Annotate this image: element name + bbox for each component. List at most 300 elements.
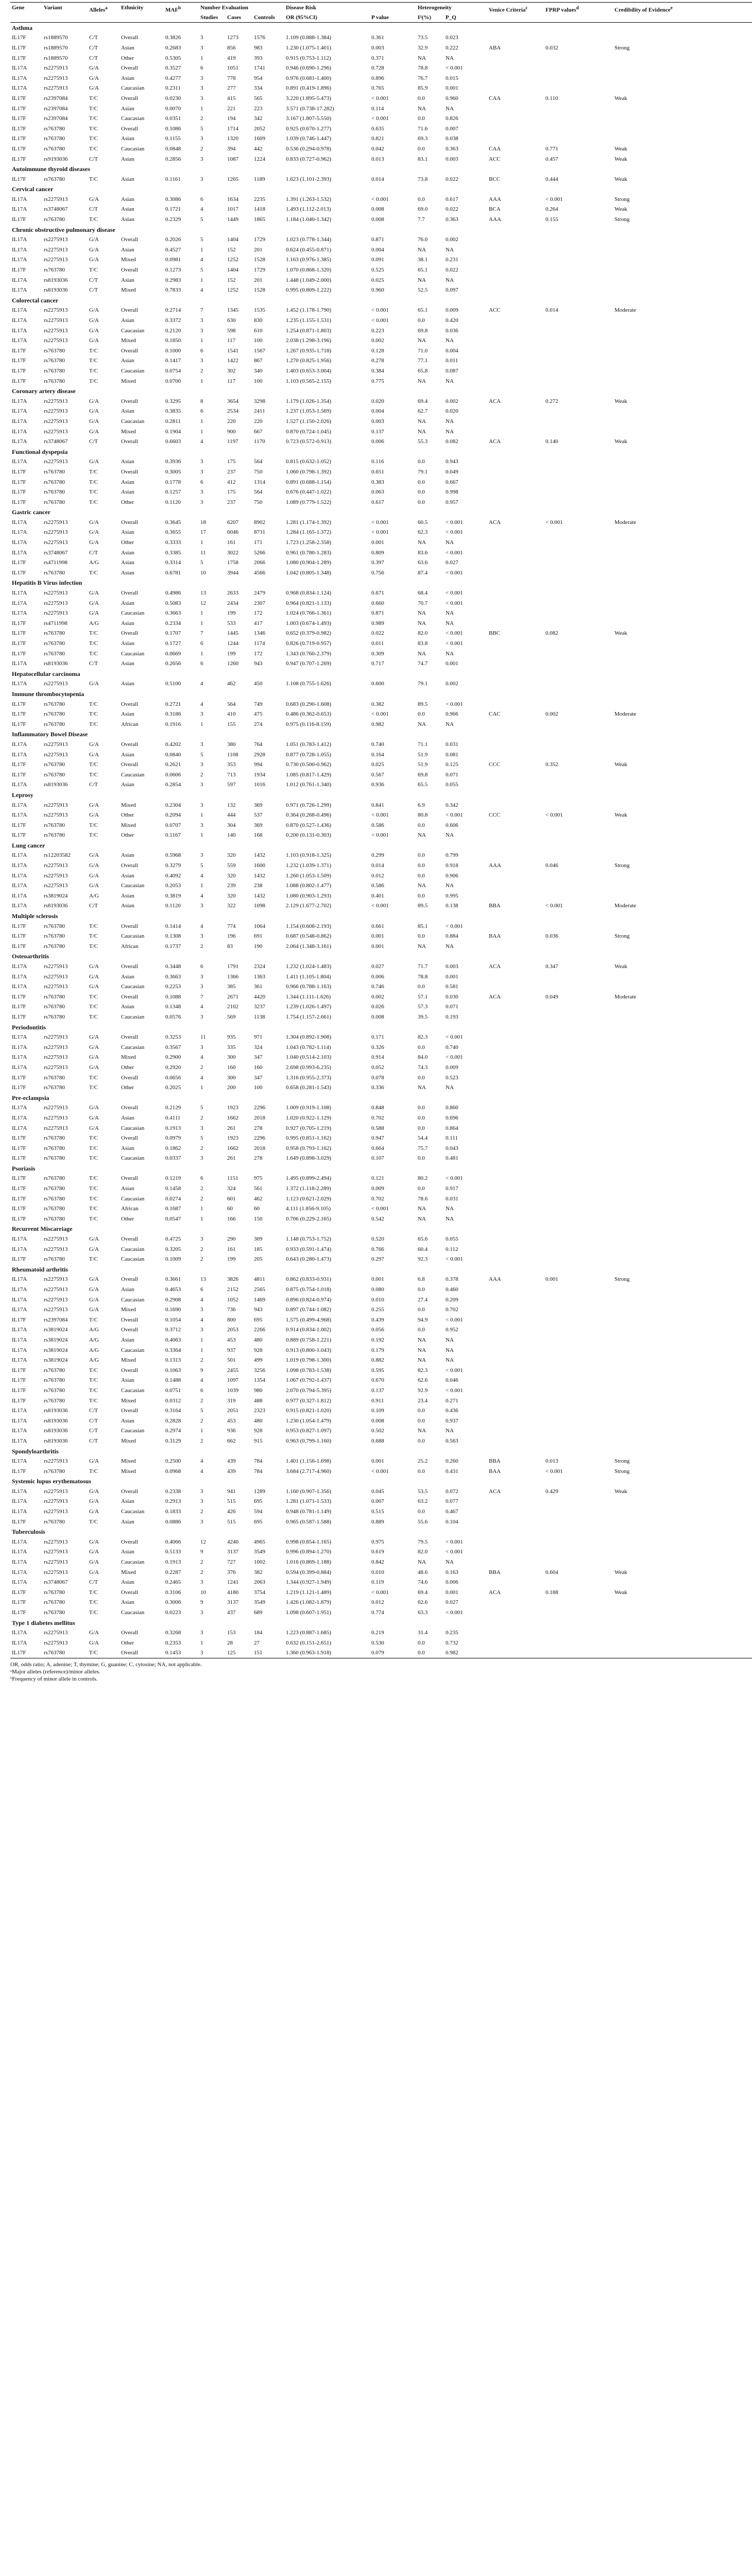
cell-fprp: [544, 113, 613, 124]
cell-pvalue: < 0.001: [371, 1589, 389, 1596]
cell-cases: 2053: [227, 1327, 238, 1333]
cell-or: 0.964 (0.821-1.133): [286, 600, 332, 606]
table-row: [10, 568, 752, 578]
cell-or: 1.391 (1.263-1.532): [286, 196, 332, 202]
cell-pq: 0.038: [446, 135, 458, 142]
cell-controls: 610: [254, 327, 263, 334]
cell-gene: IL17F: [12, 1145, 26, 1151]
cell-alleles: G/A: [89, 428, 99, 435]
table-row: [10, 1385, 752, 1396]
cell-pq: < 0.001: [446, 1609, 463, 1616]
cell-controls: 750: [254, 468, 263, 475]
cell-variant: rs2275913: [44, 1064, 68, 1071]
cell-credibility: [613, 739, 752, 750]
cell-ethnicity: Asian: [121, 852, 134, 859]
cell-ethnicity: Overall: [121, 1316, 138, 1323]
cell-variant: rs763780: [44, 1518, 65, 1525]
cell-fprp: [544, 1638, 613, 1648]
cell-i2: NA: [418, 246, 426, 253]
cell-alleles: C/T: [89, 55, 98, 61]
table-row: [10, 1012, 752, 1022]
cell-gene: IL17F: [12, 822, 26, 828]
cell-i2: 60.4: [418, 1246, 428, 1252]
cell-fprp: 0.082: [545, 630, 558, 637]
cell-credibility: Strong: [614, 862, 630, 869]
cell-variant: rs3748067: [44, 438, 68, 445]
cell-i2: 63.3: [418, 1609, 428, 1616]
cell-gene: IL17A: [12, 963, 27, 970]
cell-i2: 79.5: [418, 1538, 428, 1545]
table-page: [10, 0, 742, 1683]
cell-controls: 3549: [254, 1599, 265, 1606]
cell-i2: 69.0: [418, 206, 428, 213]
cell-gene: IL17A: [12, 408, 27, 415]
cell-gene: IL17A: [12, 317, 27, 324]
cell-fprp: [544, 1598, 613, 1608]
cell-ethnicity: Asian: [121, 246, 134, 253]
table-row: [10, 436, 752, 447]
cell-studies: 2: [200, 943, 203, 950]
cell-gene: IL17F: [12, 943, 26, 950]
cell-variant: rs763780: [44, 923, 65, 929]
cell-variant: rs2275913: [44, 1054, 68, 1061]
cell-controls: 1432: [254, 852, 265, 859]
cell-ethnicity: Asian: [121, 135, 134, 142]
cell-pq: 0.937: [446, 1417, 458, 1424]
cell-variant: rs2275913: [44, 65, 68, 72]
cell-pvalue: 0.397: [371, 560, 384, 566]
cell-controls: 1289: [254, 1488, 265, 1495]
cell-pq: 0.966: [446, 711, 458, 718]
cell-venice: [487, 557, 544, 568]
cell-pvalue: 0.052: [371, 1064, 384, 1071]
cell-cases: 140: [227, 832, 236, 839]
cell-credibility: [613, 1405, 752, 1416]
table-row: [10, 33, 752, 43]
table-row: [10, 750, 752, 760]
cell-maf: 0.2721: [165, 701, 181, 707]
cell-cases: 290: [227, 1236, 236, 1243]
cell-studies: 3: [200, 1236, 203, 1243]
cell-fprp: [544, 638, 613, 649]
cell-credibility: [613, 568, 752, 578]
cell-maf: 0.1913: [165, 1125, 181, 1131]
cell-studies: 1: [200, 1336, 203, 1343]
cell-controls: 1174: [254, 640, 265, 647]
cell-cases: 900: [227, 428, 236, 435]
cell-or: 0.632 (0.151-2.651): [286, 1639, 332, 1646]
cell-alleles: G/A: [89, 307, 99, 314]
cell-fprp: [544, 275, 613, 285]
cell-fprp: [544, 618, 613, 629]
cell-pvalue: < 0.001: [371, 196, 389, 202]
table-row: [10, 1486, 752, 1497]
cell-credibility: [613, 598, 752, 608]
cell-gene: IL17A: [12, 549, 27, 556]
cell-venice: [487, 1547, 544, 1557]
cell-ethnicity: Caucasian: [121, 650, 145, 657]
cell-controls: 2296: [254, 1135, 265, 1142]
cell-or: 1.270 (0.825-1.956): [286, 358, 332, 364]
table-row: [10, 265, 752, 275]
cell-credibility: [613, 1113, 752, 1123]
cell-pvalue: 0.012: [371, 872, 384, 879]
cell-cases: 439: [227, 1458, 236, 1465]
cell-controls: 462: [254, 1195, 263, 1202]
cell-maf: 0.4986: [165, 590, 181, 597]
cell-controls: 3237: [254, 1004, 265, 1010]
cell-cases: 1923: [227, 1105, 238, 1111]
cell-ethnicity: Asian: [121, 196, 134, 202]
cell-variant: rs8193036: [44, 660, 68, 667]
cell-studies: 3: [200, 358, 203, 364]
cell-pq: NA: [446, 1215, 454, 1222]
cell-i2: 0.0: [418, 1155, 425, 1162]
cell-studies: 4: [200, 206, 203, 213]
cell-pq: NA: [446, 610, 454, 617]
cell-venice: [487, 1628, 544, 1638]
cell-ethnicity: Asian: [121, 1286, 134, 1293]
cell-gene: IL17F: [12, 1155, 26, 1162]
cell-i2: 79.1: [418, 681, 428, 687]
cell-gene: IL17A: [12, 438, 27, 445]
table-row: [10, 306, 752, 316]
cell-credibility: Weak: [614, 812, 627, 819]
cell-venice: [487, 1053, 544, 1063]
cell-or: 1.239 (1.026-1.497): [286, 1004, 332, 1010]
cell-pvalue: 0.746: [371, 984, 384, 990]
section-title: Rheumatoid arthritis: [12, 1265, 68, 1273]
cell-pvalue: 0.025: [371, 761, 384, 768]
cell-pvalue: 0.336: [371, 1084, 384, 1091]
cell-or: 0.958 (0.793-1.162): [286, 1145, 332, 1151]
cell-alleles: T/C: [89, 1256, 98, 1263]
cell-cases: 1151: [227, 1175, 238, 1182]
cell-variant: rs2397084: [44, 105, 68, 112]
cell-maf: 0.2465: [165, 1579, 181, 1586]
cell-venice: [487, 1204, 544, 1214]
cell-or: 1.085 (0.817-1.429): [286, 771, 332, 778]
cell-fprp: [544, 234, 613, 245]
cell-credibility: [613, 33, 752, 43]
cell-variant: rs2275913: [44, 1498, 68, 1505]
cell-pq: 0.481: [446, 1155, 458, 1162]
cell-studies: 2: [200, 1509, 203, 1515]
cell-pq: 0.071: [446, 1004, 458, 1010]
cell-ethnicity: Overall: [121, 519, 138, 526]
cell-variant: rs763780: [44, 943, 65, 950]
table-row: [10, 245, 752, 255]
cell-venice: [487, 1638, 544, 1648]
cell-gene: IL17F: [12, 560, 26, 566]
cell-gene: IL17F: [12, 923, 26, 929]
cell-fprp: [544, 1416, 613, 1426]
table-row: [10, 1082, 752, 1093]
cell-alleles: C/T: [89, 1428, 98, 1434]
cell-pvalue: 0.947: [371, 1135, 384, 1142]
cell-alleles: T/C: [89, 1084, 98, 1091]
table-row: [10, 1587, 752, 1598]
cell-controls: 784: [254, 1468, 263, 1475]
cell-studies: 6: [200, 479, 203, 485]
cell-fprp: [544, 63, 613, 73]
cell-variant: rs763780: [44, 347, 65, 354]
cell-pq: NA: [446, 620, 454, 626]
section-row: [10, 164, 752, 174]
cell-credibility: [613, 113, 752, 124]
cell-fprp: [544, 255, 613, 265]
cell-venice: BBC: [489, 630, 501, 637]
cell-gene: IL17F: [12, 176, 26, 182]
cell-controls: 2479: [254, 590, 265, 597]
cell-studies: 3: [200, 327, 203, 334]
cell-maf: 0.2053: [165, 883, 181, 889]
cell-i2: 23.4: [418, 1397, 428, 1404]
cell-maf: 0.2811: [165, 418, 181, 425]
cell-maf: 0.0979: [165, 1135, 181, 1142]
cell-maf: 0.2683: [165, 44, 181, 51]
cell-ethnicity: Caucasian: [121, 85, 145, 92]
cell-credibility: [613, 1183, 752, 1194]
cell-alleles: T/C: [89, 771, 98, 778]
cell-venice: [487, 1244, 544, 1255]
cell-pq: 0.022: [446, 206, 458, 213]
cell-variant: rs8193036: [44, 1437, 68, 1444]
cell-fprp: [544, 1335, 613, 1345]
cell-controls: 564: [254, 459, 263, 465]
cell-cases: 175: [227, 489, 236, 496]
table-row: [10, 548, 752, 558]
cell-maf: 0.0312: [165, 1397, 181, 1404]
cell-pq: 0.097: [446, 287, 458, 294]
cell-controls: 1314: [254, 479, 265, 485]
cell-or: 2.698 (0.993-6.235): [286, 1064, 332, 1071]
cell-gene: IL17A: [12, 1357, 27, 1364]
cell-i2: NA: [418, 943, 426, 950]
cell-variant: rs2275913: [44, 600, 68, 606]
cell-maf: 0.5305: [165, 55, 181, 61]
section-row: [10, 295, 752, 306]
cell-gene: IL17F: [12, 1397, 26, 1404]
cell-gene: IL17A: [12, 1125, 27, 1131]
cell-pvalue: 0.896: [371, 75, 384, 81]
cell-maf: 0.2983: [165, 277, 181, 283]
cell-fprp: [544, 1577, 613, 1587]
table-row: [10, 739, 752, 750]
cell-credibility: [613, 1042, 752, 1053]
cell-variant: rs2275913: [44, 408, 68, 415]
cell-maf: 0.3129: [165, 1437, 181, 1444]
cell-cases: 2434: [227, 600, 238, 606]
table-row: [10, 366, 752, 376]
table-row: [10, 800, 752, 810]
section-row: [10, 1163, 752, 1174]
cell-pq: 0.740: [446, 1044, 458, 1050]
cell-cases: 564: [227, 701, 236, 707]
cell-pq: 0.003: [446, 963, 458, 970]
cell-i2: 83.1: [418, 156, 428, 162]
cell-venice: [487, 780, 544, 790]
section-row: [10, 447, 752, 457]
cell-pvalue: 0.063: [371, 489, 384, 496]
cell-studies: 3: [200, 802, 203, 808]
cell-pq: 0.271: [446, 1397, 458, 1404]
cell-venice: [487, 1214, 544, 1224]
cell-pvalue: 0.001: [371, 933, 384, 940]
table-row: [10, 1335, 752, 1345]
cell-pq: 0.007: [446, 125, 458, 132]
cell-gene: IL17A: [12, 1559, 27, 1566]
cell-or: 1.043 (0.782-1.114): [286, 1044, 331, 1050]
cell-alleles: T/C: [89, 1589, 98, 1596]
cell-alleles: T/C: [89, 499, 98, 505]
cell-pvalue: < 0.001: [371, 95, 389, 101]
cell-alleles: T/C: [89, 832, 98, 839]
cell-controls: 980: [254, 1387, 263, 1394]
cell-alleles: G/A: [89, 973, 99, 980]
cell-pvalue: 0.848: [371, 1105, 384, 1111]
cell-variant: rs763780: [44, 993, 65, 1000]
cell-controls: 393: [254, 55, 263, 61]
cell-controls: 201: [254, 277, 263, 283]
cell-fprp: [544, 588, 613, 598]
cell-maf: 0.3567: [165, 1044, 181, 1050]
cell-variant: rs2275913: [44, 1125, 68, 1131]
cell-controls: 749: [254, 701, 263, 707]
cell-pvalue: 0.586: [371, 883, 384, 889]
table-row: [10, 1577, 752, 1587]
cell-alleles: A/G: [89, 1347, 99, 1353]
cell-cases: 166: [227, 1215, 236, 1222]
cell-credibility: [613, 255, 752, 265]
cell-studies: 4: [200, 287, 203, 294]
cell-variant: rs763780: [44, 1589, 65, 1596]
cell-controls: 185: [254, 1246, 263, 1252]
cell-i2: 25.2: [418, 1458, 428, 1465]
cell-alleles: G/A: [89, 1276, 99, 1283]
cell-i2: 0.0: [418, 499, 425, 505]
cell-cases: 320: [227, 852, 236, 859]
cell-fprp: [544, 356, 613, 366]
cell-studies: 1: [200, 650, 203, 657]
col-variant: Variant: [44, 5, 62, 11]
cell-maf: 0.1414: [165, 923, 181, 929]
cell-variant: rs2275913: [44, 418, 68, 425]
cell-variant: rs4711998: [44, 620, 68, 626]
cell-studies: 3: [200, 75, 203, 81]
cell-alleles: T/C: [89, 701, 98, 707]
cell-variant: rs763780: [44, 1377, 65, 1384]
cell-or: 1.080 (0.903-1.293): [286, 892, 332, 899]
cell-variant: rs2275913: [44, 963, 68, 970]
cell-fprp: [544, 1244, 613, 1255]
cell-variant: rs2275913: [44, 862, 68, 869]
cell-pvalue: < 0.001: [371, 903, 389, 909]
cell-alleles: G/A: [89, 337, 99, 344]
table-row: [10, 1355, 752, 1365]
cell-i2: NA: [418, 1428, 426, 1434]
cell-maf: 0.4277: [165, 75, 181, 81]
cell-gene: IL17F: [12, 1206, 26, 1212]
table-row: [10, 1194, 752, 1204]
cell-credibility: [613, 73, 752, 83]
cell-pvalue: 0.717: [371, 660, 384, 667]
cell-fprp: [544, 1082, 613, 1093]
cell-fprp: [544, 1194, 613, 1204]
cell-credibility: [613, 346, 752, 356]
cell-alleles: T/C: [89, 367, 98, 374]
cell-credibility: [613, 537, 752, 548]
cell-i2: 0.0: [418, 862, 425, 869]
cell-fprp: 0.140: [545, 438, 558, 445]
cell-pvalue: 0.056: [371, 1327, 384, 1333]
cell-cases: 1108: [227, 751, 238, 758]
cell-maf: 0.0274: [165, 1195, 181, 1202]
cell-fprp: [544, 1355, 613, 1365]
cell-variant: rs2275913: [44, 75, 68, 81]
cell-gene: IL17A: [12, 196, 27, 202]
cell-studies: 4: [200, 257, 203, 263]
cell-pvalue: 0.651: [371, 468, 384, 475]
cell-pvalue: 0.080: [371, 1286, 384, 1293]
cell-maf: 0.1120: [165, 903, 181, 909]
cell-credibility: [613, 53, 752, 63]
cell-controls: 278: [254, 1155, 263, 1162]
cell-gene: IL17A: [12, 206, 27, 213]
cell-maf: 0.2338: [165, 1488, 181, 1495]
cell-credibility: [613, 356, 752, 366]
cell-alleles: G/A: [89, 812, 99, 819]
col-pq: P_Q: [446, 14, 456, 21]
cell-credibility: [613, 1234, 752, 1244]
cell-i2: 87.4: [418, 569, 428, 576]
cell-variant: rs763780: [44, 267, 65, 274]
cell-i2: 0.0: [418, 1044, 425, 1050]
cell-pq: 0.995: [446, 892, 458, 899]
cell-venice: [487, 416, 544, 427]
cell-fprp: [544, 1073, 613, 1083]
cell-gene: IL17A: [12, 1054, 27, 1061]
section-title: Chronic obstructive pulmonary disease: [12, 226, 115, 233]
cell-alleles: G/A: [89, 408, 99, 415]
table-row: [10, 1456, 752, 1466]
cell-credibility: [613, 1517, 752, 1527]
cell-variant: rs8193036: [44, 1428, 68, 1434]
cell-controls: 1528: [254, 257, 265, 263]
cell-fprp: [544, 416, 613, 427]
cell-ethnicity: Asian: [121, 560, 134, 566]
cell-venice: [487, 699, 544, 709]
table-row: [10, 1506, 752, 1517]
cell-alleles: C/T: [89, 1579, 98, 1586]
cell-credibility: [613, 1214, 752, 1224]
cell-controls: 983: [254, 44, 263, 51]
col-heterogeneity: Heterogeneity: [418, 5, 452, 11]
cell-maf: 0.3295: [165, 398, 181, 404]
cell-variant: rs1889570: [44, 44, 68, 51]
cell-ethnicity: Mixed: [121, 287, 136, 294]
cell-or: 1.184 (1.040-1.342): [286, 216, 332, 223]
cell-ethnicity: Asian: [121, 549, 134, 556]
cell-credibility: [613, 497, 752, 507]
cell-alleles: G/A: [89, 459, 99, 465]
cell-pvalue: 0.911: [371, 1397, 384, 1404]
cell-fprp: [544, 548, 613, 558]
cell-pvalue: 0.309: [371, 650, 384, 657]
table-row: [10, 1123, 752, 1133]
cell-maf: 0.3661: [165, 1276, 181, 1283]
cell-i2: 79.1: [418, 468, 428, 475]
